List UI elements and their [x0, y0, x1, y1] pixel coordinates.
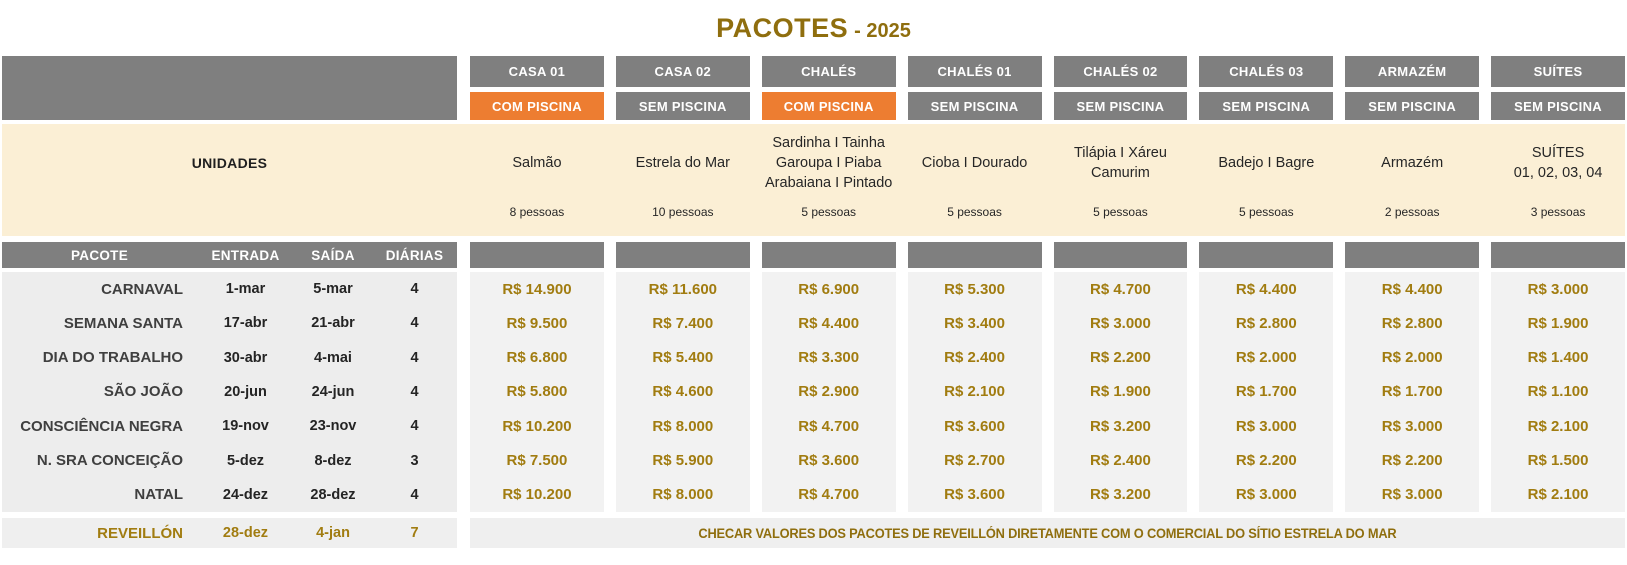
page-title-main: PACOTES: [716, 13, 849, 43]
reveillon-band: [2, 518, 1625, 548]
unit-capacity: 5 pessoas: [1238, 205, 1294, 219]
unit-name: [470, 124, 604, 202]
price-column-7: [1491, 272, 1625, 512]
unit-column-6: [1345, 124, 1479, 236]
package-name: CONSCIÊNCIA NEGRA: [20, 417, 183, 435]
price-cell: R$ 2.900: [798, 383, 860, 401]
price-cell: R$ 7.400: [652, 314, 714, 332]
price-cell: R$ 5.800: [506, 383, 568, 401]
unit-capacity: 5 pessoas: [1093, 205, 1148, 219]
building-columns: [470, 56, 1625, 120]
package-name: NATAL: [134, 486, 183, 504]
price-cell: R$ 11.600: [648, 280, 718, 298]
package-row-3: [2, 375, 457, 409]
package-row-0: [2, 272, 457, 306]
diarias-count: 4: [410, 418, 419, 435]
building-name: ARMAZÉM: [1345, 56, 1479, 87]
unit-name-line: 01, 02, 03, 04: [1513, 165, 1603, 181]
building-name: SUÍTES: [1491, 56, 1625, 87]
price-cell: R$ 10.200: [502, 417, 572, 435]
price-cell: R$ 1.100: [1527, 383, 1589, 401]
price-cell: R$ 2.100: [1527, 486, 1589, 504]
price-cell: R$ 3.600: [944, 417, 1005, 435]
price-cell: R$ 4.700: [1089, 280, 1151, 298]
pool-badge: SEM PISCINA: [1054, 92, 1188, 120]
package-name: SÃO JOÃO: [103, 383, 183, 401]
price-cell: R$ 2.100: [944, 383, 1005, 401]
reveillon-package-name: REVEILLÓN: [97, 524, 183, 542]
price-cell: R$ 4.400: [1235, 280, 1297, 298]
price-cell: R$ 1.700: [1235, 383, 1297, 401]
unit-column-7: [1491, 124, 1625, 236]
price-cell: R$ 5.400: [652, 349, 714, 367]
building-name: CASA 01: [470, 56, 604, 87]
package-name: SEMANA SANTA: [63, 314, 183, 332]
price-cell: R$ 2.700: [944, 452, 1005, 470]
unit-name-line: Cioba I Dourado: [921, 155, 1028, 171]
table-header-column-block: [470, 242, 604, 268]
price-column-0: [470, 272, 604, 512]
unit-name-line: Garoupa I Piaba: [775, 155, 882, 171]
entrada-date: 1-mar: [225, 281, 266, 298]
building-column-0: [470, 56, 604, 120]
building-header-band: [2, 56, 1625, 120]
package-row-2: [2, 341, 457, 375]
table-header-left: [2, 242, 457, 268]
price-cell: R$ 3.000: [1381, 417, 1443, 435]
building-column-1: [616, 56, 750, 120]
price-cell: R$ 2.000: [1381, 349, 1443, 367]
building-name: CHALÉS 03: [1199, 56, 1333, 87]
table-header-band: [2, 242, 1625, 268]
unit-column-5: [1199, 124, 1333, 236]
price-cell: R$ 3.600: [944, 486, 1005, 504]
unidades-label: UNIDADES: [191, 155, 268, 171]
unit-name-line: Arabaiana I Pintado: [765, 175, 893, 191]
price-cell: R$ 4.700: [798, 417, 860, 435]
entrada-date: 5-dez: [226, 452, 265, 469]
unit-name: [1345, 124, 1479, 202]
page-title-year: - 2025: [854, 20, 911, 42]
unit-name: [616, 124, 750, 202]
table-header-column-block: [1199, 242, 1333, 268]
price-cell: R$ 2.200: [1089, 349, 1151, 367]
entrada-date: 17-abr: [223, 315, 268, 332]
unit-column-3: [908, 124, 1042, 236]
pool-badge: SEM PISCINA: [1491, 92, 1625, 120]
building-column-2: [762, 56, 896, 120]
diarias-count: 4: [410, 383, 419, 400]
price-cell: R$ 2.200: [1235, 452, 1297, 470]
unit-name: [762, 124, 896, 202]
price-cell: R$ 8.000: [652, 486, 714, 504]
saida-date: 5-mar: [313, 281, 353, 298]
saida-date: 24-jun: [311, 383, 355, 400]
price-cell: R$ 4.400: [1381, 280, 1443, 298]
price-cell: R$ 14.900: [502, 280, 572, 298]
header-entrada: ENTRADA: [211, 247, 280, 263]
price-cell: R$ 3.000: [1527, 280, 1589, 298]
unit-capacity: 8 pessoas: [509, 205, 565, 219]
saida-date: 4-mai: [314, 349, 352, 366]
unidades-left-cell: [2, 124, 457, 236]
unit-name-line: Estrela do Mar: [635, 155, 730, 171]
unit-column-2: [762, 124, 896, 236]
price-column-6: [1345, 272, 1479, 512]
price-cell: R$ 3.000: [1381, 486, 1443, 504]
building-column-3: [908, 56, 1042, 120]
building-column-5: [1199, 56, 1333, 120]
package-row-5: [2, 443, 457, 477]
pool-badge: SEM PISCINA: [908, 92, 1042, 120]
price-cell: R$ 2.800: [1381, 314, 1443, 332]
package-row-4: [2, 409, 457, 443]
diarias-count: 4: [410, 281, 419, 298]
unit-column-0: [470, 124, 604, 236]
price-cell: R$ 2.200: [1381, 452, 1443, 470]
price-cell: R$ 2.100: [1527, 417, 1589, 435]
diarias-count: 3: [410, 452, 419, 469]
pool-badge: SEM PISCINA: [1199, 92, 1333, 120]
saida-date: 21-abr: [311, 315, 355, 332]
price-cell: R$ 1.900: [1089, 383, 1151, 401]
unit-name: [908, 124, 1042, 202]
building-column-6: [1345, 56, 1479, 120]
price-column-5: [1199, 272, 1333, 512]
price-cell: R$ 1.400: [1527, 349, 1589, 367]
table-header-column-block: [1491, 242, 1625, 268]
price-cell: R$ 9.500: [506, 314, 568, 332]
entrada-date: 19-nov: [222, 418, 269, 435]
package-name: CARNAVAL: [101, 280, 183, 298]
entrada-date: 24-dez: [222, 486, 269, 503]
reveillon-diarias: 7: [410, 525, 419, 541]
table-header-column-block: [908, 242, 1042, 268]
building-name: CHALÉS: [762, 56, 896, 87]
table-header-column-block: [1054, 242, 1188, 268]
unit-name-line: Camurim: [1091, 165, 1150, 181]
table-header-column-block: [616, 242, 750, 268]
unit-capacity: 2 pessoas: [1384, 205, 1440, 219]
diarias-count: 4: [410, 315, 419, 332]
header-diarias: DIÁRIAS: [385, 247, 444, 263]
price-cell: R$ 3.600: [798, 452, 860, 470]
unit-name-line: Sardinha I Tainha: [772, 135, 885, 151]
saida-date: 28-dez: [310, 486, 356, 503]
price-cell: R$ 1.900: [1527, 314, 1589, 332]
price-cell: R$ 3.300: [798, 349, 860, 367]
price-cell: R$ 6.900: [798, 280, 860, 298]
entrada-date: 30-abr: [223, 349, 268, 366]
unit-name: [1491, 124, 1625, 202]
reveillon-note: CHECAR VALORES DOS PACOTES DE REVEILLÓN DIRETAMENTE COM O COMERCIAL DO SÍTIO ESTRELA DO MAR: [698, 525, 1397, 541]
building-name: CHALÉS 01: [908, 56, 1042, 87]
price-cell: R$ 4.600: [652, 383, 714, 401]
header-pacote: PACOTE: [70, 247, 129, 263]
unit-column-4: [1054, 124, 1188, 236]
entrada-date: 20-jun: [224, 383, 267, 400]
table-header-column-block: [762, 242, 896, 268]
reveillon-left-block: [2, 518, 457, 548]
unit-capacity: 5 pessoas: [801, 205, 857, 219]
reveillon-note-block: [470, 518, 1625, 548]
building-name: CHALÉS 02: [1054, 56, 1188, 87]
unidades-band: [2, 124, 1625, 236]
price-cell: R$ 2.800: [1235, 314, 1297, 332]
price-column-1: [616, 272, 750, 512]
header-left-spacer-block: [2, 56, 457, 120]
price-cell: R$ 5.300: [944, 280, 1005, 298]
pool-badge: COM PISCINA: [762, 92, 896, 120]
price-column-2: [762, 272, 896, 512]
saida-date: 23-nov: [309, 418, 357, 435]
unit-name: [1199, 124, 1333, 202]
price-cell: R$ 2.400: [944, 349, 1005, 367]
price-cell: R$ 2.000: [1235, 349, 1297, 367]
reveillon-entrada: 28-dez: [222, 525, 269, 541]
package-row-1: [2, 306, 457, 340]
package-name: N. SRA CONCEIÇÃO: [36, 452, 183, 470]
unit-name-line: Badejo I Bagre: [1218, 155, 1315, 171]
unit-name: [1054, 124, 1188, 202]
diarias-count: 4: [410, 486, 419, 503]
price-cell: R$ 5.900: [652, 452, 714, 470]
price-cell: R$ 3.000: [1089, 314, 1151, 332]
price-cell: R$ 6.800: [506, 349, 568, 367]
page-title: [0, 0, 1627, 56]
price-cell: R$ 4.400: [798, 314, 860, 332]
unit-capacity: 3 pessoas: [1530, 205, 1586, 219]
header-saida: SAÍDA: [311, 247, 355, 263]
price-cell: R$ 7.500: [506, 452, 568, 470]
pool-badge: SEM PISCINA: [1345, 92, 1479, 120]
price-cell: R$ 1.500: [1527, 452, 1589, 470]
pool-badge: SEM PISCINA: [616, 92, 750, 120]
price-column-3: [908, 272, 1042, 512]
diarias-count: 4: [410, 349, 419, 366]
reveillon-saida: 4-jan: [316, 525, 350, 541]
data-band: [2, 272, 1625, 512]
unit-name-line: Salmão: [512, 155, 562, 171]
price-cell: R$ 1.700: [1381, 383, 1443, 401]
price-cell: R$ 3.200: [1089, 486, 1151, 504]
price-cell: R$ 3.000: [1235, 486, 1297, 504]
price-columns: [470, 272, 1625, 512]
price-column-4: [1054, 272, 1188, 512]
price-cell: R$ 4.700: [798, 486, 860, 504]
unit-capacity: 5 pessoas: [947, 205, 1002, 219]
building-name: CASA 02: [616, 56, 750, 87]
unit-column-1: [616, 124, 750, 236]
price-cell: R$ 10.200: [502, 486, 572, 504]
pool-badge: COM PISCINA: [470, 92, 604, 120]
unit-name-line: Tilápia I Xáreu: [1073, 145, 1167, 161]
table-header-column-block: [1345, 242, 1479, 268]
unit-columns: [470, 124, 1625, 236]
package-row-6: [2, 478, 457, 512]
unit-name-line: Armazém: [1381, 155, 1444, 171]
price-cell: R$ 8.000: [652, 417, 714, 435]
price-cell: R$ 3.200: [1089, 417, 1151, 435]
price-cell: R$ 2.400: [1089, 452, 1151, 470]
building-column-7: [1491, 56, 1625, 120]
unit-capacity: 10 pessoas: [652, 205, 714, 219]
price-cell: R$ 3.400: [944, 314, 1005, 332]
package-rows-block: [2, 272, 457, 512]
package-name: DIA DO TRABALHO: [42, 349, 183, 367]
price-cell: R$ 3.000: [1235, 417, 1297, 435]
unit-name-line: SUÍTES: [1531, 145, 1585, 161]
building-column-4: [1054, 56, 1188, 120]
table-header-column-blocks: [470, 242, 1625, 268]
saida-date: 8-dez: [314, 452, 352, 469]
